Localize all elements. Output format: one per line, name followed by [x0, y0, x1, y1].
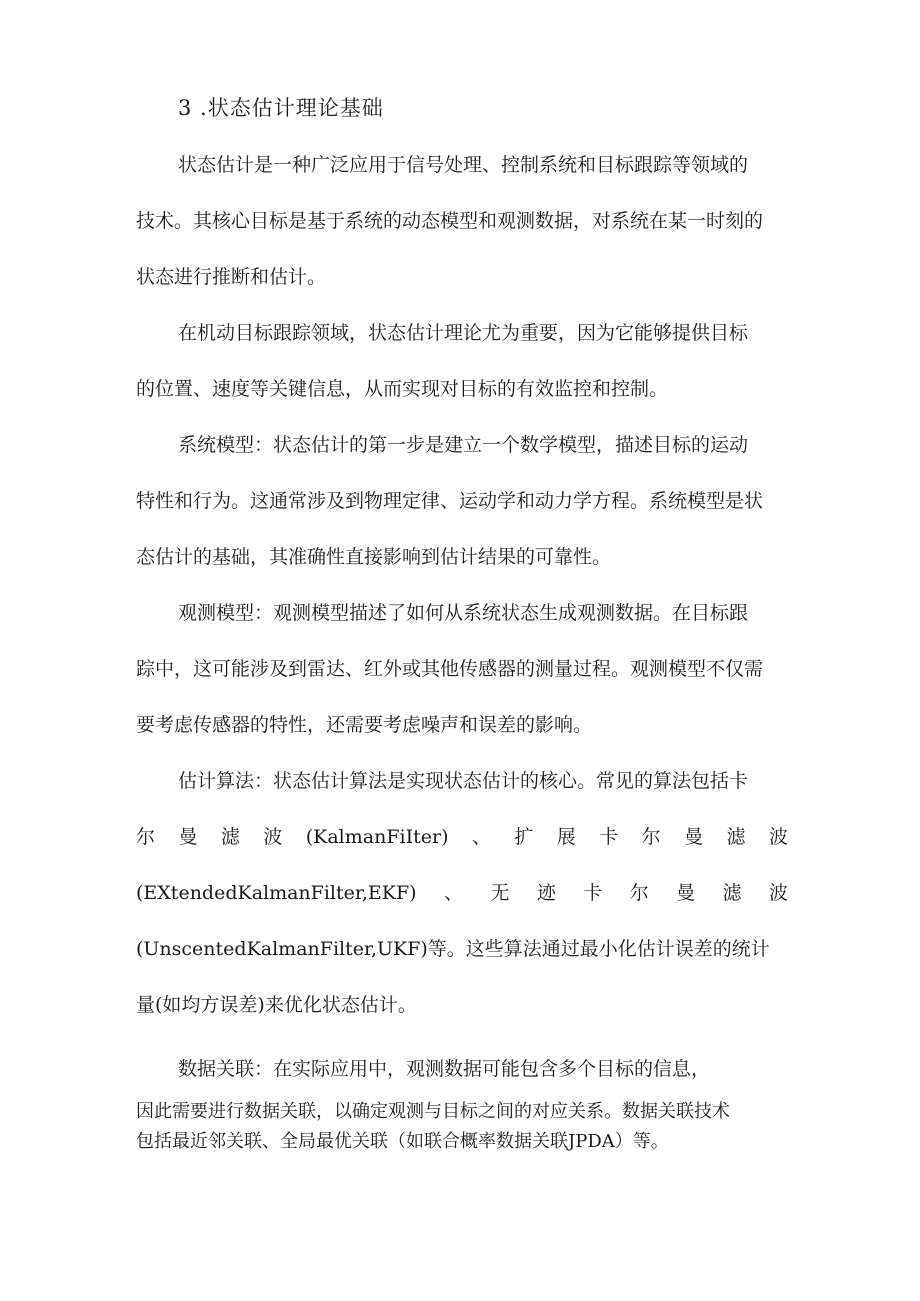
paragraph-5-line-2 [136, 828, 788, 847]
paragraph-2-line-2: 的位置、速度等关键信息，从而实现对目标的有效监控和控制。 [136, 378, 669, 400]
line-2-token: 尔 [136, 826, 156, 848]
paragraph-6-line-1: 数据关联：在实际应用中，观测数据可能包含多个目标的信息， [178, 1058, 711, 1080]
line-2-token: 、 [471, 826, 491, 848]
line-3-token: 卡 [583, 882, 603, 904]
paragraph-4-line-1: 观测模型：观测模型描述了如何从系统状态生成观测数据。在目标跟 [178, 602, 749, 624]
paragraph-5-line-1: 估计算法：状态估计算法是实现状态估计的核心。常见的算法包括卡 [178, 770, 749, 792]
paragraph-2-line-1: 在机动目标跟踪领域，状态估计理论尤为重要，因为它能够提供目标 [178, 322, 749, 344]
line-3-token: 滤 [722, 882, 742, 904]
line-3-token: 、 [444, 882, 464, 904]
paragraph-1-line-3: 状态进行推断和估计。 [136, 266, 327, 288]
paragraph-6-line-2: 因此需要进行数据关联，以确定观测与目标之间的对应关系。数据关联技术 [136, 1101, 730, 1122]
paragraph-6-line-3: 包括最近邻关联、全局最优关联（如联合概率数据关联JPDA）等。 [136, 1131, 669, 1152]
line-2-token: 波 [768, 826, 788, 848]
paragraph-4-line-2: 踪中，这可能涉及到雷达、红外或其他传感器的测量过程。观测模型不仅需 [136, 658, 764, 680]
paragraph-3-line-3: 态估计的基础，其准确性直接影响到估计结果的可靠性。 [136, 546, 612, 568]
line-3-token: 尔 [629, 882, 649, 904]
paragraph-1-line-2: 技术。其核心目标是基于系统的动态模型和观测数据，对系统在某一时刻的 [136, 210, 764, 232]
line-2-token: 曼 [178, 826, 198, 848]
paragraph-3-line-1: 系统模型：状态估计的第一步是建立一个数学模型，描述目标的运动 [178, 434, 749, 456]
line-2-token: 尔 [641, 826, 661, 848]
line-2-token: 波 [263, 826, 283, 848]
line-3-token: 无 [490, 882, 510, 904]
line-2-token: (KalmanFiIter) [305, 826, 449, 848]
section-heading: 3 .状态估计理论基础 [178, 96, 384, 120]
paragraph-5-line-4: (UnscentedKalmanFilter,UKF)等。这些算法通过最小化估计误差的统计 [136, 938, 770, 960]
line-2-token: 展 [556, 826, 576, 848]
paragraph-5-line-3 [136, 884, 788, 903]
paragraph-5-line-5: 量(如均方误差)来优化状态估计。 [136, 994, 417, 1016]
line-3-token: 曼 [676, 882, 696, 904]
paragraph-1-line-1: 状态估计是一种广泛应用于信号处理、控制系统和目标跟踪等领域的 [178, 154, 749, 176]
line-2-token: 扩 [514, 826, 534, 848]
line-2-token: 曼 [684, 826, 704, 848]
line-3-token: 波 [768, 882, 788, 904]
line-3-token: 迹 [536, 882, 556, 904]
line-3-token: (EXtendedKalmanFilter,EKF) [136, 882, 417, 904]
line-2-token: 卡 [599, 826, 619, 848]
paragraph-4-line-3: 要考虑传感器的特性，还需要考虑噪声和误差的影响。 [136, 714, 593, 736]
paragraph-3-line-2: 特性和行为。这通常涉及到物理定律、运动学和动力学方程。系统模型是状 [136, 490, 764, 512]
line-2-token: 滤 [726, 826, 746, 848]
line-2-token: 滤 [220, 826, 240, 848]
